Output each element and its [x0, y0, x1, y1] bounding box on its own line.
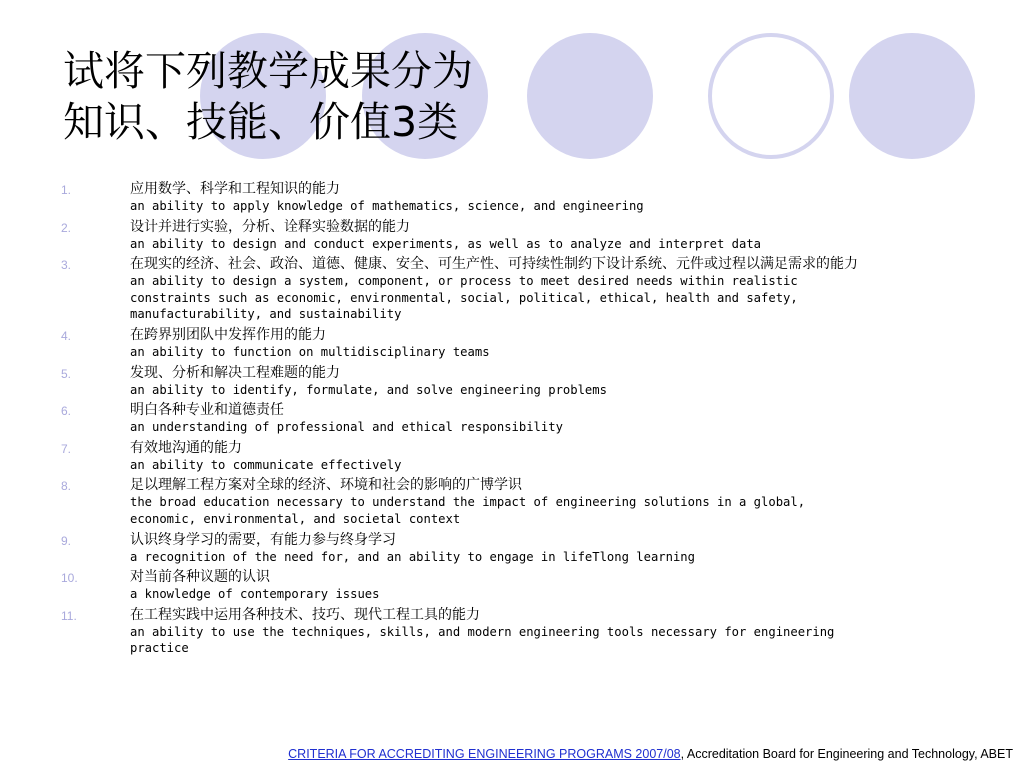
footer-citation [288, 746, 1013, 762]
item-number: 11. [61, 608, 77, 623]
list-item [61, 477, 961, 527]
list-item [61, 607, 961, 657]
item-chinese-text: 发现、分析和解决工程难题的能力 [130, 364, 340, 381]
item-number: 2. [61, 220, 72, 235]
item-english-text: an ability to design a system, component, or process to meet desired needs within realistic constraints such as economic, environmental, social, political, ethical, health and safety, manufacturability, and sustainability [130, 274, 798, 322]
list-item [61, 569, 961, 603]
list-item [61, 365, 961, 399]
title-line-1: 试将下列教学成果分为 [63, 47, 473, 95]
item-english-text: an ability to function on multidisciplinary teams [130, 344, 490, 359]
slide-title [63, 46, 473, 148]
item-english-text: a recognition of the need for, and an ability to engage in lifeTlong learning [130, 549, 695, 564]
item-chinese-text: 有效地沟通的能力 [130, 439, 242, 456]
item-english-text: an ability to design and conduct experiments, as well as to analyze and interpret data [130, 236, 762, 251]
item-number: 5. [61, 366, 72, 381]
item-chinese-text: 认识终身学习的需要，有能力参与终身学习 [130, 531, 396, 548]
criteria-link[interactable]: CRITERIA FOR ACCREDITING ENGINEERING PROGRAMS 2007/08 [288, 747, 681, 761]
list-item [61, 440, 961, 474]
list-item [61, 219, 961, 253]
item-english-text: an ability to identify, formulate, and solve engineering problems [130, 382, 607, 397]
item-chinese-text: 应用数学、科学和工程知识的能力 [130, 181, 340, 197]
item-number: 1. [61, 183, 72, 197]
item-chinese-text: 在跨界别团队中发挥作用的能力 [130, 326, 326, 343]
item-english-text: an ability to communicate effectively [130, 457, 402, 472]
outcome-list [61, 181, 961, 661]
item-number: 7. [61, 441, 72, 456]
item-chinese-text: 在工程实践中运用各种技术、技巧、现代工程工具的能力 [130, 606, 480, 623]
list-item [61, 532, 961, 566]
item-english-text: a knowledge of contemporary issues [130, 587, 380, 602]
item-number: 10. [61, 571, 78, 586]
item-number: 9. [61, 533, 72, 548]
decor-circle-outline [708, 33, 834, 159]
item-chinese-text: 明白各种专业和道德责任 [130, 402, 284, 419]
item-english-text: the broad education necessary to understand the impact of engineering solutions in a global, economic, environmental, and societal context [130, 495, 806, 526]
item-number: 4. [61, 328, 72, 343]
item-chinese-text: 在现实的经济、社会、政治、道德、健康、安全、可生产性、可持续性制约下设计系统、元件或过程以满足需求的能力 [130, 256, 858, 273]
title-line-2: 知识、技能、价值3类 [63, 98, 459, 146]
item-chinese-text: 足以理解工程方案对全球的经济、环境和社会的影响的广博学识 [130, 477, 522, 494]
item-english-text: an understanding of professional and ethical responsibility [130, 420, 563, 435]
item-number: 6. [61, 404, 72, 419]
decor-circle-3 [527, 33, 653, 159]
list-item [61, 402, 961, 436]
item-chinese-text: 设计并进行实验，分析、诠释实验数据的能力 [130, 218, 410, 235]
item-english-text: an ability to use the techniques, skills, and modern engineering tools necessary for engineering practice [130, 624, 835, 656]
list-item [61, 256, 961, 323]
decor-circle-5 [849, 33, 975, 159]
item-chinese-text: 对当前各种议题的认识 [130, 569, 270, 586]
item-english-text: an ability to apply knowledge of mathematics, science, and engineering [130, 199, 644, 213]
item-number: 3. [61, 258, 72, 273]
list-item [61, 181, 961, 215]
item-number: 8. [61, 479, 72, 494]
list-item [61, 327, 961, 361]
citation-suffix: , Accreditation Board for Engineering and Technology, ABET [680, 747, 1013, 761]
